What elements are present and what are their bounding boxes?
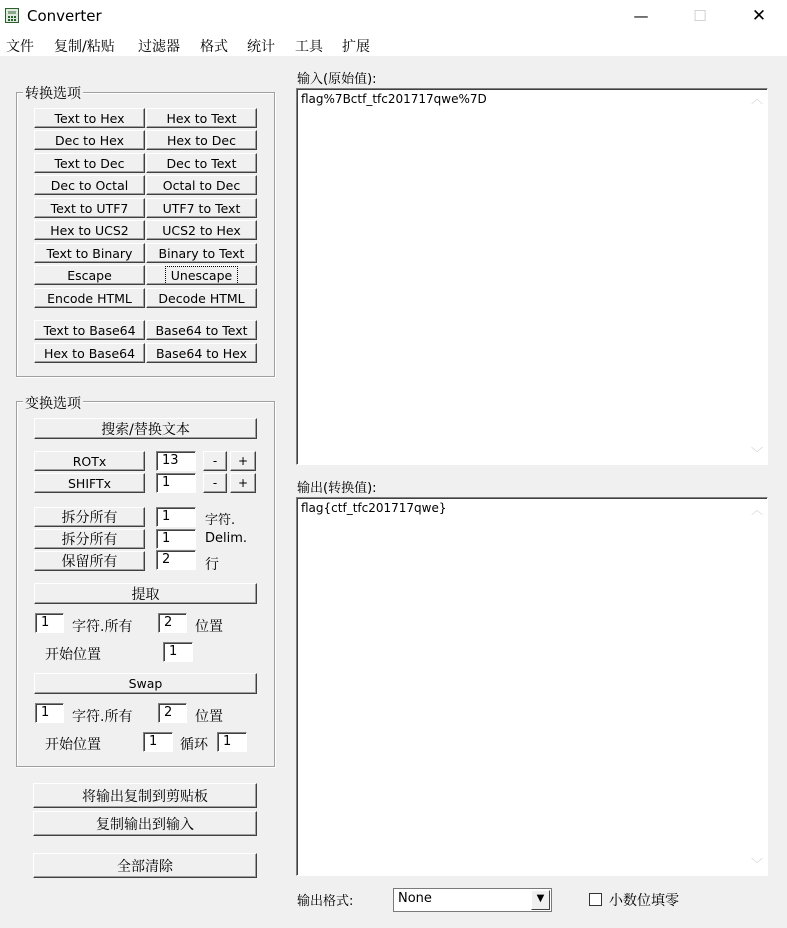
rotx-value-field[interactable]: 13	[156, 451, 196, 471]
keep-lines-unit: 行	[205, 557, 219, 573]
input-textarea[interactable]	[296, 88, 768, 465]
escape-button[interactable]: Escape	[34, 265, 145, 285]
output-text: flag{ctf_tfc201717qwe}	[301, 501, 447, 515]
hex-to-ucs2-button[interactable]: Hex to UCS2	[34, 220, 145, 240]
hex-to-dec-button[interactable]: Hex to Dec	[146, 130, 257, 150]
convert-options-title: 转换选项	[23, 83, 83, 103]
input-scrollbar[interactable]	[748, 90, 766, 463]
output-label: 输出(转换值):	[297, 481, 377, 496]
menu-statistics[interactable]: 统计	[247, 39, 275, 55]
hex-to-text-button[interactable]: Hex to Text	[146, 108, 257, 128]
menu-tools[interactable]: 工具	[295, 39, 323, 55]
menu-filters[interactable]: 过滤器	[138, 39, 180, 55]
swap-pos-label: 位置	[195, 709, 223, 725]
decode-html-button[interactable]: Decode HTML	[146, 288, 257, 308]
text-to-binary-button[interactable]: Text to Binary	[34, 243, 145, 263]
shiftx-plus-button[interactable]: +	[230, 473, 256, 493]
extract-pos-label: 位置	[195, 619, 223, 635]
swap-chars-field[interactable]: 1	[35, 703, 64, 723]
extract-chars-label: 字符.所有	[72, 619, 133, 635]
extract-start-field[interactable]: 1	[163, 642, 193, 662]
text-to-dec-button[interactable]: Text to Dec	[34, 153, 145, 173]
output-scroll-down-icon[interactable]: ﹀	[750, 857, 763, 871]
shiftx-minus-button[interactable]: -	[203, 473, 227, 493]
split-chars-unit: 字符.	[205, 513, 236, 528]
output-format-label: 输出格式:	[297, 894, 354, 909]
encode-html-button[interactable]: Encode HTML	[34, 288, 145, 308]
window-title: Converter	[27, 7, 102, 25]
menu-file[interactable]: 文件	[6, 39, 34, 55]
binary-to-text-button[interactable]: Binary to Text	[146, 243, 257, 263]
output-scrollbar[interactable]	[748, 499, 766, 874]
input-scroll-down-icon[interactable]: ﹀	[750, 446, 763, 460]
input-label: 输入(原始值):	[297, 72, 377, 87]
text-to-hex-button[interactable]: Text to Hex	[34, 108, 145, 128]
split-delim-button[interactable]: 拆分所有	[34, 529, 145, 549]
split-delim-unit: Delim.	[205, 531, 248, 546]
utf7-to-text-button[interactable]: UTF7 to Text	[146, 198, 257, 218]
swap-loop-label: 循环	[180, 737, 208, 753]
input-text: flag%7Bctf_tfc201717qwe%7D	[301, 92, 487, 106]
dec-to-hex-button[interactable]: Dec to Hex	[34, 130, 145, 150]
octal-to-dec-button[interactable]: Octal to Dec	[146, 175, 257, 195]
ucs2-to-hex-button[interactable]: UCS2 to Hex	[146, 220, 257, 240]
split-chars-value-field[interactable]: 1	[156, 507, 196, 527]
menu-copy-paste[interactable]: 复制/粘贴	[54, 39, 115, 55]
split-chars-button[interactable]: 拆分所有	[34, 507, 145, 527]
output-textarea[interactable]	[296, 497, 768, 876]
swap-button[interactable]: Swap	[34, 673, 257, 694]
clear-all-button[interactable]: 全部清除	[33, 853, 257, 878]
keep-lines-value-field[interactable]: 2	[156, 550, 196, 570]
rotx-plus-button[interactable]: +	[230, 451, 256, 471]
swap-start-field[interactable]: 1	[143, 732, 173, 752]
unescape-button[interactable]: Unescape	[146, 265, 257, 285]
extract-button[interactable]: 提取	[34, 583, 257, 604]
shiftx-button[interactable]: SHIFTx	[34, 473, 145, 493]
decimal-pad-label: 小数位填零	[609, 893, 679, 909]
copy-output-to-input-button[interactable]: 复制输出到输入	[33, 811, 257, 836]
shiftx-value-field[interactable]: 1	[156, 473, 196, 493]
title-bar[interactable]	[0, 0, 787, 32]
swap-start-label: 开始位置	[45, 737, 101, 753]
minimize-button[interactable]: —	[633, 7, 649, 25]
split-delim-value-field[interactable]: 1	[156, 529, 196, 549]
swap-chars-label: 字符.所有	[72, 709, 133, 725]
menu-bar	[0, 32, 787, 56]
output-format-select[interactable]	[393, 888, 552, 912]
rotx-button[interactable]: ROTx	[34, 451, 145, 471]
extract-pos-field[interactable]: 2	[158, 613, 187, 633]
dec-to-text-button[interactable]: Dec to Text	[146, 153, 257, 173]
text-to-utf7-button[interactable]: Text to UTF7	[34, 198, 145, 218]
transform-options-title: 变换选项	[23, 393, 83, 413]
swap-pos-field[interactable]: 2	[158, 703, 187, 723]
copy-to-clipboard-button[interactable]: 将输出复制到剪贴板	[33, 783, 257, 808]
calculator-icon	[5, 8, 19, 23]
menu-format[interactable]: 格式	[200, 39, 228, 55]
base64-to-hex-button[interactable]: Base64 to Hex	[146, 343, 257, 363]
search-replace-button[interactable]: 搜索/替换文本	[34, 418, 257, 439]
decimal-pad-checkbox[interactable]	[589, 893, 602, 906]
text-to-base64-button[interactable]: Text to Base64	[34, 320, 145, 340]
output-scroll-up-icon[interactable]: ︿	[750, 503, 763, 517]
close-button[interactable]: ✕	[751, 6, 767, 26]
extract-chars-field[interactable]: 1	[35, 613, 64, 633]
rotx-minus-button[interactable]: -	[203, 451, 227, 471]
dec-to-octal-button[interactable]: Dec to Octal	[34, 175, 145, 195]
chevron-down-icon[interactable]: ▼	[531, 890, 550, 910]
extract-start-label: 开始位置	[45, 647, 101, 663]
hex-to-base64-button[interactable]: Hex to Base64	[34, 343, 145, 363]
swap-loop-field[interactable]: 1	[217, 732, 247, 752]
input-scroll-up-icon[interactable]: ︿	[750, 92, 763, 106]
keep-lines-button[interactable]: 保留所有	[34, 551, 145, 571]
base64-to-text-button[interactable]: Base64 to Text	[146, 320, 257, 340]
menu-extensions[interactable]: 扩展	[342, 39, 370, 55]
output-format-value: None	[398, 891, 432, 906]
maximize-button[interactable]: ☐	[693, 7, 707, 25]
